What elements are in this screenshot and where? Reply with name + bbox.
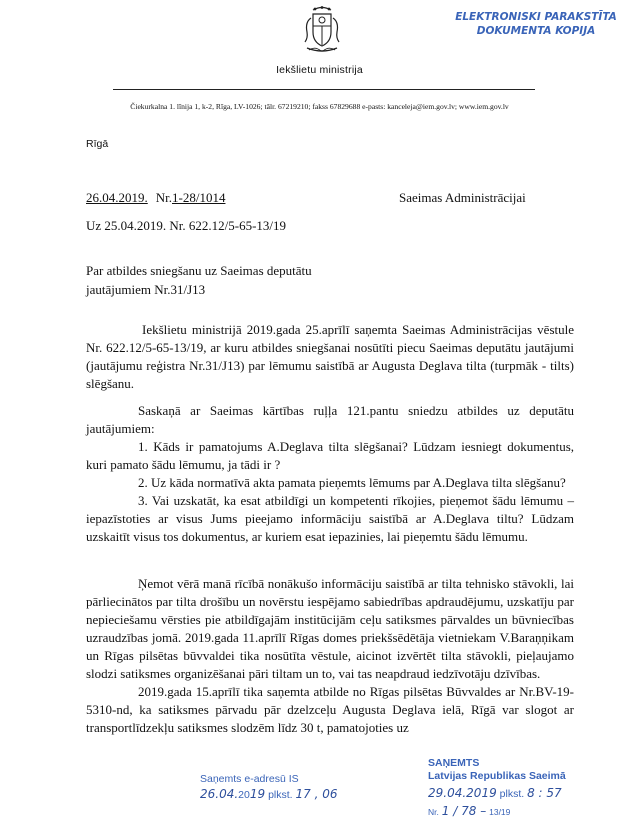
subject-line2: jautājumiem Nr.31/J13 <box>86 282 206 297</box>
letter-date: 26.04.2019. <box>86 190 148 205</box>
saeima-received-stamp: SAŅEMTS Latvijas Republikas Saeimā 29.04.2019 plkst. 8 : 57 Nr. 1 / 78 – 13/19 <box>428 757 566 818</box>
email-received-stamp: Saņemts e-adresū IS 26.04.2019 plkst. 17 , 06 <box>200 773 338 801</box>
email-stamp-year: 19 <box>249 787 266 801</box>
city: Rīgā <box>86 138 109 150</box>
email-stamp-date: 26.04. <box>200 787 239 801</box>
email-stamp-plkst: plkst. <box>268 789 293 801</box>
saeima-stamp-hour: 8 <box>527 786 535 800</box>
letter-number: 1-28/1014 <box>172 190 226 205</box>
email-stamp-minute: 06 <box>322 787 338 801</box>
email-stamp-hour: 17 <box>295 787 311 801</box>
question-3: 3. Vai uzskatāt, ka esat atbildīgi un kompetenti rīkojies, pieņemot šādu lēmumu – iepazīstoties ar visus Jums pieejamo informāciju saistībā ar A.Deglava tiltu? Lūdzam uzskaitīt visus tos dokumentus, ar kuriem esat iepazinies, lai pieņemtu šādu lēmumu. <box>86 493 574 544</box>
recipient: Saeimas Administrācijai <box>399 190 526 205</box>
question-1: 1. Kāds ir pamatojums A.Deglava tilta slēgšanai? Lūdzam iesniegt dokumentus, kuri pamato šādu lēmumu, ja tādi ir ? <box>86 439 574 472</box>
email-stamp-title: Saņemts e-adresū IS <box>200 773 299 785</box>
esignature-line2: DOKUMENTA KOPIJA <box>476 25 596 37</box>
saeima-stamp-title1: SAŅEMTS <box>428 757 480 769</box>
paragraph-answer: Ņemot vērā manā rīcībā nonākušo informāciju saistībā ar tilta tehnisko stāvokli, lai pārliecinātos par tilta drošību un novērstu iespējamo sabiedrības apdraudējumu, uzskatīju par nepieciešamu vērsties pie atbildīgajām institūcijām ceļu satiksmes pārvaldes un būvniecības uzraudzības jomā. 2019.gada 11.aprīlī Rīgas domes priekšsēdētāja vietniekam V.Baraņņikam un Rīgas pilsētas būvvaldei tika nosūtīta vēstule, aicinot izvērtēt tilta stāvokli, pieļaujamo slodzi satiksmes organizēšanai pāri tiltam un to, vai tas neapdraud iedzīvotāju dzīvības. <box>86 576 574 681</box>
saeima-stamp-title2: Latvijas Republikas Saeimā <box>428 770 566 782</box>
saeima-stamp-year: 19 <box>481 786 497 800</box>
letter-date-number <box>86 190 225 206</box>
saeima-stamp-date: 29.04.20 <box>428 786 482 800</box>
letter-body <box>86 321 574 393</box>
saeima-stamp-nr-value: 1 / 78 – <box>441 804 487 818</box>
paragraph-intro: Iekšlietu ministrijā 2019.gada 25.aprīlī saņemta Saeimas Administrācijas vēstule Nr. 622.12/5-65-13/19, ar kuru atbildes sniegšanai nosūtīti piecu Saeimas deputātu jautājumi (jautājumu reģistra Nr.31/J13) par lēmumu saistībā ar Augusta Deglava tilta (turpmāk - tilts) slēgšanu. <box>86 322 574 391</box>
header-divider <box>113 89 535 90</box>
paragraph-reply: 2019.gada 15.aprīlī tika saņemta atbilde no Rīgas pilsētas Būvvaldes ar Nr.BV-19-5310-nd, ka satiksmes pārvadu pār dzelzceļu Augusta Deglava ielā, Rīgā var slogot ar transportlīdzekļu satiksmes slodzēm līdz 30 t, pamatojoties uz <box>86 684 574 735</box>
saeima-stamp-plkst: plkst. <box>499 788 525 800</box>
ministry-name: Iekšlietu ministrija <box>276 64 363 76</box>
letter-number-label: Nr. <box>155 190 172 205</box>
subject-line1: Par atbildes sniegšanu uz Saeimas deputātu <box>86 263 312 278</box>
esignature-line1: ELEKTRONISKI PARAKSTĪTA <box>455 11 617 23</box>
paragraph-answers-intro: Saskaņā ar Saeimas kārtības ruļļa 121.pantu sniedzu atbildes uz deputātu jautājumiem: <box>86 403 574 436</box>
letter-body-questions <box>86 402 574 546</box>
saeima-stamp-nr-suffix: 13/19 <box>489 807 511 817</box>
ministry-contacts: Čiekurkalna 1. līnija 1, k-2, Rīga, LV-1026; tālr. 67219210; fakss 67829688 e-pasts: kanceleja@iem.gov.lv; www.iem.gov.lv <box>130 102 509 111</box>
saeima-stamp-minute: 57 <box>546 786 562 800</box>
reference: Uz 25.04.2019. Nr. 622.12/5-65-13/19 <box>86 218 287 233</box>
subject <box>86 261 386 299</box>
letter-body-answers <box>86 575 574 737</box>
esignature-stamp <box>446 10 626 38</box>
coat-of-arms-icon <box>299 6 345 56</box>
saeima-stamp-nr-label: Nr. <box>428 807 439 817</box>
question-2: 2. Uz kāda normatīvā akta pamata pieņemts lēmums par A.Deglava tilta slēgšanu? <box>138 475 566 490</box>
email-stamp-year-prefix: 20 <box>238 789 250 801</box>
